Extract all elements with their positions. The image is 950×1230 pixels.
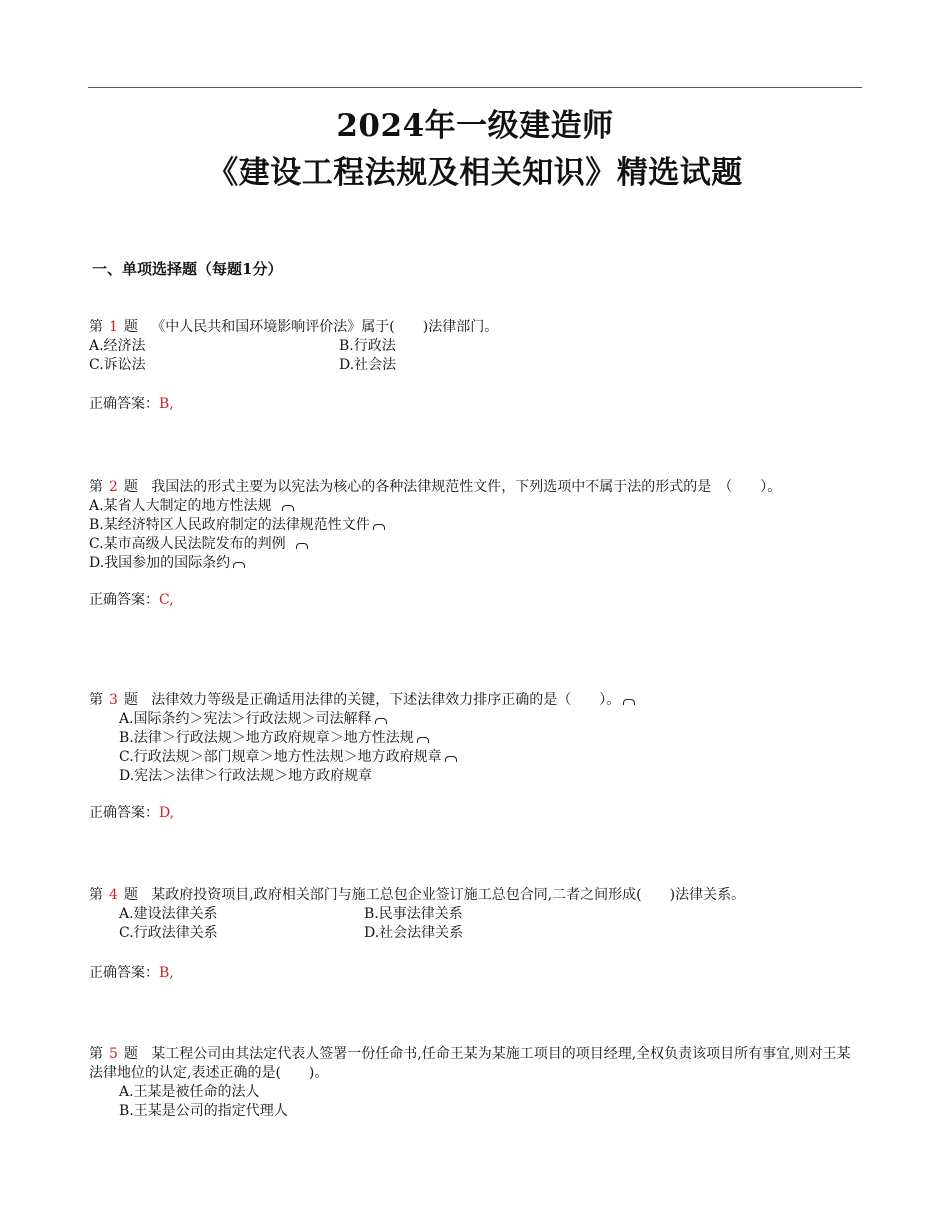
question-2: 第 2 题 我国法的形式主要为以宪法为核心的各种法律规范性文件，下列选项中不属于法的形式的是 （ ）。 A.某省人大制定的地方性法规 B.某经济特区人民政府制定的法律规范性文件 C.某市高级人民法院发布的判例 D.我国参加的国际条约 正确答案：C, bbox=[89, 478, 859, 610]
option-b: B.法律＞行政法规＞地方政府规章＞地方性法规 bbox=[119, 730, 414, 746]
document-title-line2: 《建设工程法规及相关知识》精选试题 bbox=[207, 155, 743, 191]
option-d: D.宪法＞法律＞行政法规＞地方政府规章 bbox=[119, 768, 373, 784]
paragraph-mark-icon bbox=[417, 737, 429, 743]
question-stem: 某工程公司由其法定代表人签署一份任命书,任命王某为某施工项目的项目经理,全权负责该项目所有事宜,则对王某法律地位的认定,表述正确的是( )。 bbox=[89, 1046, 851, 1081]
question-number: 1 bbox=[109, 319, 118, 335]
option-b: B.民事法律关系 bbox=[364, 906, 463, 922]
option-c: C.诉讼法 bbox=[89, 357, 146, 373]
answer-value: D, bbox=[159, 805, 175, 821]
answer-line: 正确答案：C, bbox=[89, 592, 174, 608]
question-stem: 《中人民共和国环境影响评价法》属于( )法律部门。 bbox=[151, 319, 499, 335]
question-4: 第 4 题 某政府投资项目,政府相关部门与施工总包企业签订施工总包合同,二者之间形成( )法律关系。 A.建设法律关系 B.民事法律关系 C.行政法律关系 D.社会法律关系 正确答案：B, bbox=[89, 886, 859, 983]
answer-line: 正确答案：D, bbox=[89, 805, 175, 821]
option-a: A.某省人大制定的地方性法规 bbox=[89, 498, 272, 514]
paragraph-mark-icon bbox=[296, 543, 308, 549]
paragraph-mark-icon bbox=[373, 524, 385, 530]
option-a: A.国际条约＞宪法＞行政法规＞司法解释 bbox=[119, 711, 372, 727]
option-d: D.社会法 bbox=[339, 357, 397, 373]
top-rule bbox=[88, 87, 862, 88]
question-number: 5 bbox=[109, 1046, 118, 1062]
question-3: 第 3 题 法律效力等级是正确适用法律的关键，下述法律效力排序正确的是（ ）。 A.国际条约＞宪法＞行政法规＞司法解释 B.法律＞行政法规＞地方政府规章＞地方性法规 C.行政法规＞部门规章＞地方性法规＞地方政府规章 D.宪法＞法律＞行政法规＞地方政府规章 正确答案：D, bbox=[89, 691, 859, 823]
option-d: D.我国参加的国际条约 bbox=[89, 555, 231, 571]
paragraph-mark-icon bbox=[233, 562, 245, 568]
option-a: A.经济法 bbox=[89, 338, 146, 354]
question-number: 4 bbox=[109, 887, 118, 903]
option-c: C.行政法规＞部门规章＞地方性法规＞地方政府规章 bbox=[119, 749, 442, 765]
paragraph-mark-icon bbox=[375, 718, 387, 724]
question-stem: 某政府投资项目,政府相关部门与施工总包企业签订施工总包合同,二者之间形成( )法律关系。 bbox=[151, 887, 746, 903]
option-b: B.行政法 bbox=[339, 338, 396, 354]
question-5: 第 5 题 某工程公司由其法定代表人签署一份任命书,任命王某为某施工项目的项目经理,全权负责该项目所有事宜,则对王某法律地位的认定,表述正确的是( )。 A.王某是被任命的法人 B.王某是公司的指定代理人 bbox=[89, 1046, 851, 1119]
question-number: 2 bbox=[109, 479, 118, 495]
answer-line: 正确答案：B, bbox=[89, 965, 174, 981]
option-b: B.王某是公司的指定代理人 bbox=[119, 1103, 288, 1119]
paragraph-mark-icon bbox=[282, 505, 294, 511]
option-b: B.某经济特区人民政府制定的法律规范性文件 bbox=[89, 517, 370, 533]
answer-value: B, bbox=[159, 965, 174, 981]
option-a: A.建设法律关系 bbox=[119, 906, 218, 922]
option-c: C.行政法律关系 bbox=[119, 925, 218, 941]
answer-value: C, bbox=[159, 592, 174, 608]
question-number: 3 bbox=[109, 692, 118, 708]
answer-value: B, bbox=[159, 396, 174, 412]
answer-line: 正确答案：B, bbox=[89, 396, 174, 412]
document-title-line1: 2024年一级建造师 bbox=[336, 108, 614, 144]
paragraph-mark-icon bbox=[623, 699, 635, 705]
question-stem: 我国法的形式主要为以宪法为核心的各种法律规范性文件，下列选项中不属于法的形式的是 （ ）。 bbox=[151, 479, 782, 495]
section-heading: 一、单项选择题（每题1分） bbox=[92, 260, 283, 278]
option-c: C.某市高级人民法院发布的判例 bbox=[89, 536, 286, 552]
option-d: D.社会法律关系 bbox=[364, 925, 464, 941]
question-stem: 法律效力等级是正确适用法律的关键，下述法律效力排序正确的是（ ）。 bbox=[151, 692, 621, 708]
paragraph-mark-icon bbox=[445, 756, 457, 762]
option-a: A.王某是被任命的法人 bbox=[119, 1084, 260, 1100]
question-1: 第 1 题 《中人民共和国环境影响评价法》属于( )法律部门。 A.经济法 B.行政法 C.诉讼法 D.社会法 正确答案：B, bbox=[89, 318, 859, 414]
